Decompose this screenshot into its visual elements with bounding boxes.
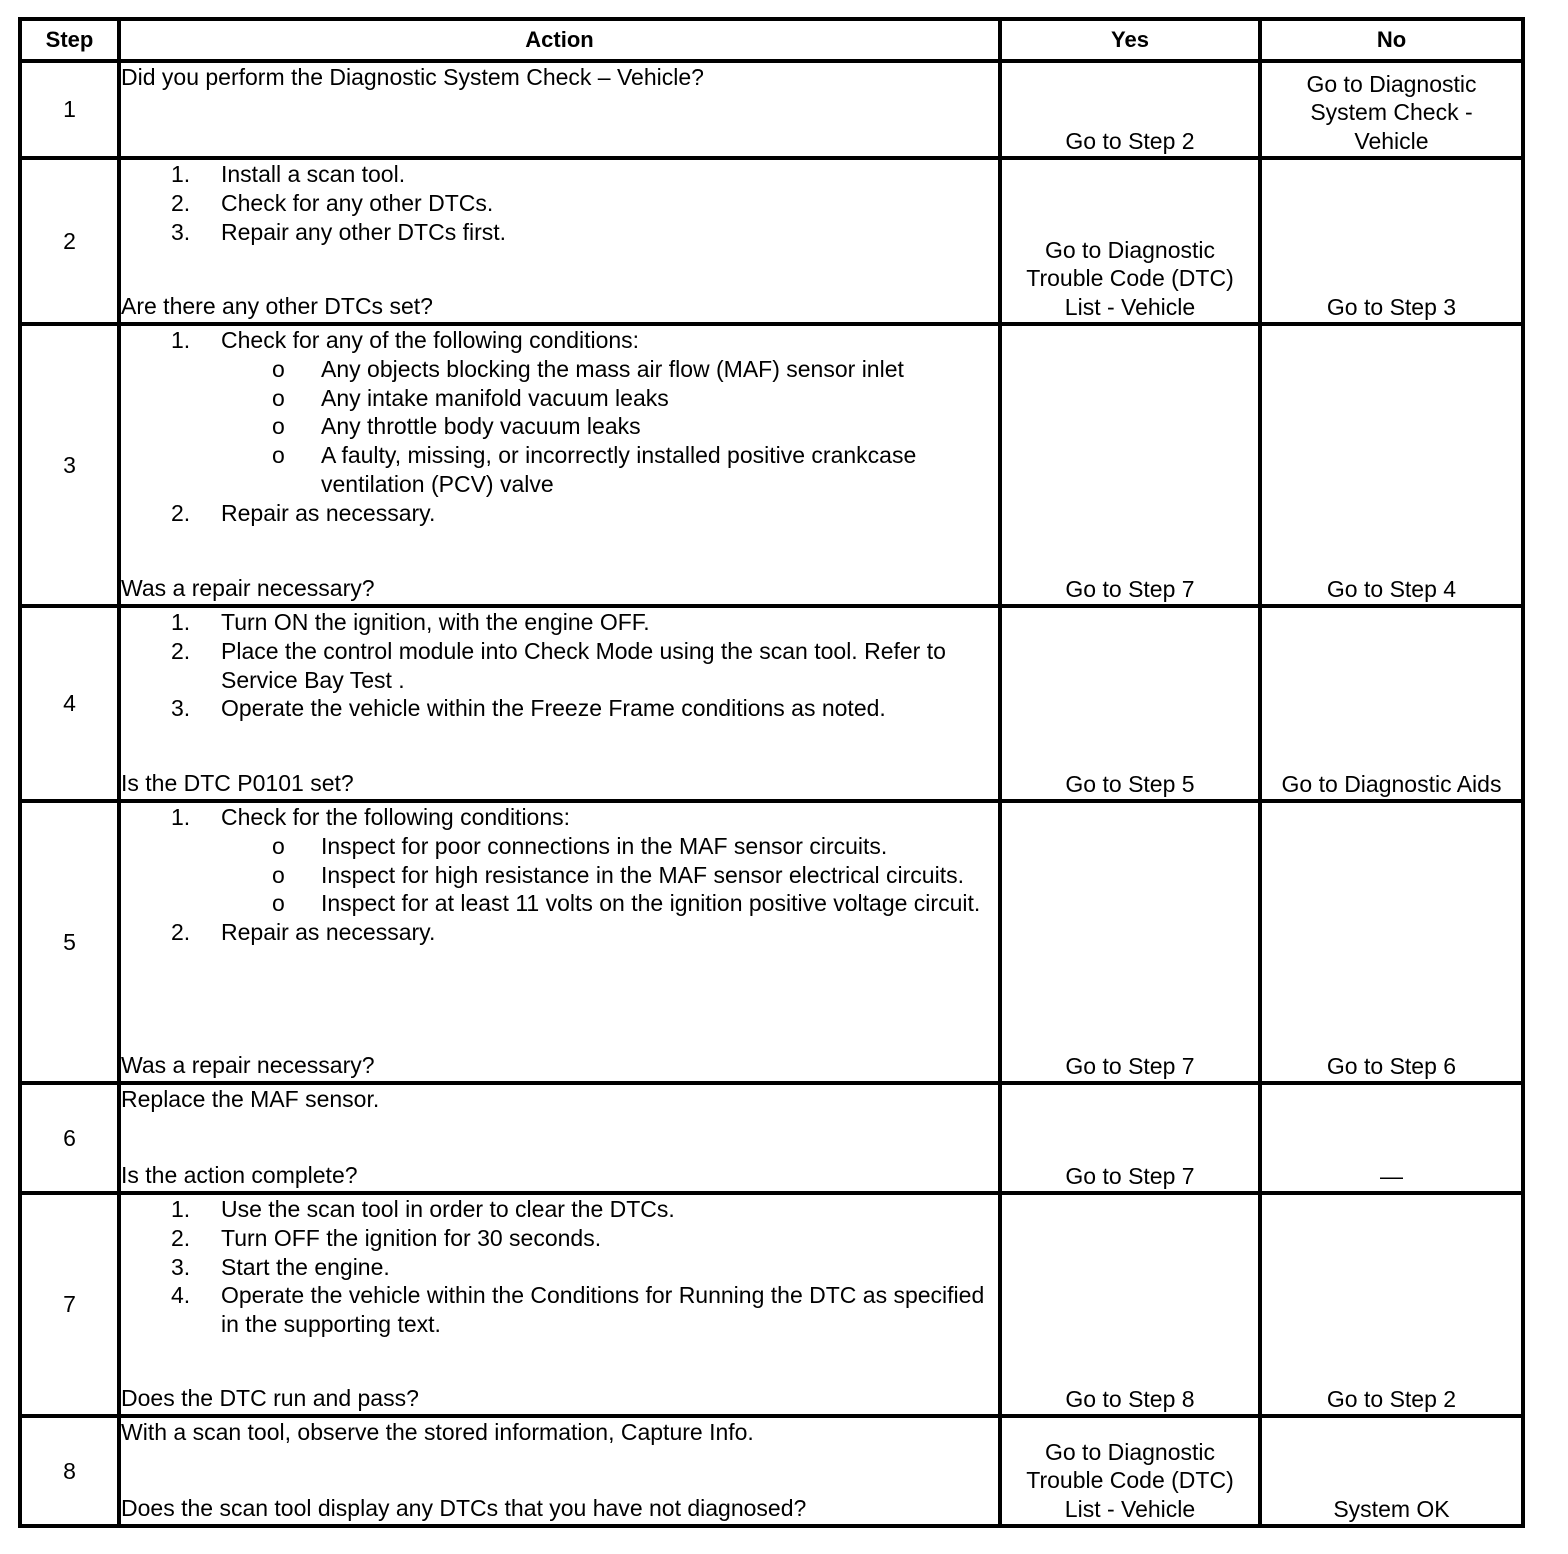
spacer — [121, 947, 998, 1051]
sub-list-item — [121, 441, 998, 499]
list-item-text: Repair any other DTCs first. — [221, 218, 507, 245]
step-number: 1 — [20, 61, 119, 158]
spacer — [121, 1447, 998, 1494]
header-row — [20, 19, 1523, 61]
yes-result-text: Go to Step 7 — [1065, 1053, 1195, 1080]
action-content — [121, 63, 998, 155]
sub-list-item — [121, 384, 998, 413]
action-intro: With a scan tool, observe the stored information, Capture Info. — [121, 1419, 754, 1445]
action-question: Is the action complete? — [121, 1162, 358, 1189]
no-result-text: Go to Step 3 — [1326, 294, 1457, 321]
list-item — [121, 1195, 998, 1224]
action-steps-list — [121, 1195, 998, 1339]
list-item-number: 4. — [171, 1282, 191, 1309]
bullet-icon: o — [272, 861, 285, 888]
action-cell — [119, 324, 1000, 606]
no-result — [1260, 1416, 1523, 1526]
list-item — [121, 218, 998, 247]
yes-result — [1000, 1416, 1260, 1526]
yes-result — [1000, 324, 1260, 606]
yes-result-text: Go to Diagnostic Trouble Code (DTC) List - Vehicle — [1026, 236, 1234, 321]
no-result — [1260, 606, 1523, 801]
list-item-text: Check for any other DTCs. — [221, 189, 494, 216]
list-item-text: Operate the vehicle within the Conditions for Running the DTC as specified in the supporting text. — [221, 1282, 985, 1338]
table-row — [20, 61, 1523, 158]
yes-result — [1000, 801, 1260, 1083]
no-result-text: System OK — [1333, 1496, 1450, 1523]
action-cell — [119, 606, 1000, 801]
header-yes: Yes — [1000, 19, 1260, 61]
spacer — [121, 92, 998, 155]
action-question: Is the DTC P0101 set? — [121, 770, 354, 797]
yes-result-text: Go to Step 7 — [1065, 576, 1195, 603]
list-item-text: Turn ON the ignition, with the engine OFF. — [221, 609, 650, 635]
list-item-text: Repair as necessary. — [221, 499, 436, 526]
yes-result — [1000, 158, 1260, 324]
list-item-text: Check for any of the following conditions: — [221, 327, 640, 353]
list-item-number: 1. — [171, 609, 191, 635]
spacer — [121, 723, 998, 769]
header-no: No — [1260, 19, 1523, 61]
no-result-text: Go to Diagnostic Aids — [1281, 771, 1502, 798]
list-item-number: 3. — [171, 218, 191, 245]
sub-list-item-text: Any throttle body vacuum leaks — [321, 413, 641, 440]
action-steps-list — [121, 608, 998, 723]
list-item-number: 1. — [171, 1196, 191, 1222]
yes-result — [1000, 1083, 1260, 1193]
list-item — [121, 1281, 998, 1339]
sub-list-item — [121, 861, 998, 890]
yes-result-text: Go to Diagnostic Trouble Code (DTC) List - Vehicle — [1026, 1438, 1234, 1523]
bullet-icon: o — [272, 890, 285, 917]
yes-result-text: Go to Step 2 — [1065, 128, 1195, 155]
action-intro: Replace the MAF sensor. — [121, 1086, 380, 1112]
action-question: Are there any other DTCs set? — [121, 293, 433, 320]
list-item — [121, 694, 998, 723]
table-body — [20, 61, 1523, 1526]
action-steps-list — [121, 803, 998, 947]
list-item-text: Turn OFF the ignition for 30 seconds. — [221, 1224, 602, 1251]
action-cell — [119, 61, 1000, 158]
list-item-text: Repair as necessary. — [221, 919, 436, 946]
table-row — [20, 324, 1523, 606]
list-item — [121, 326, 998, 355]
action-content — [121, 160, 998, 321]
list-item-text: Place the control module into Check Mode using the scan tool. Refer to Service Bay Test . — [221, 637, 946, 693]
bullet-icon: o — [272, 413, 285, 440]
step-number: 7 — [20, 1193, 119, 1416]
sub-list-item — [121, 889, 998, 918]
action-question: Does the DTC run and pass? — [121, 1385, 419, 1412]
spacer — [121, 1339, 998, 1384]
action-cell — [119, 158, 1000, 324]
list-item-number: 1. — [171, 804, 191, 830]
spacer — [121, 246, 998, 292]
list-item-number: 2. — [171, 189, 191, 216]
diagnostic-table — [18, 17, 1525, 1528]
no-result — [1260, 801, 1523, 1083]
list-item-number: 3. — [171, 695, 191, 722]
no-result-text: — — [1380, 1163, 1403, 1190]
step-number: 2 — [20, 158, 119, 324]
action-cell — [119, 1083, 1000, 1193]
list-item — [121, 189, 998, 218]
header-step: Step — [20, 19, 119, 61]
sub-list-item-text: Inspect for high resistance in the MAF sensor electrical circuits. — [321, 861, 964, 888]
sub-list-item — [121, 412, 998, 441]
table-row — [20, 1193, 1523, 1416]
list-item-number: 2. — [171, 637, 191, 664]
no-result-text: Go to Step 6 — [1326, 1053, 1457, 1080]
list-item — [121, 803, 998, 832]
no-result — [1260, 61, 1523, 158]
yes-result-text: Go to Step 7 — [1065, 1163, 1195, 1190]
table-row — [20, 1083, 1523, 1193]
table-row — [20, 158, 1523, 324]
list-item-number: 3. — [171, 1253, 191, 1280]
list-item-text: Operate the vehicle within the Freeze Frame conditions as noted. — [221, 695, 886, 722]
action-content — [121, 1195, 998, 1413]
action-question: Does the scan tool display any DTCs that you have not diagnosed? — [121, 1495, 807, 1522]
list-item — [121, 918, 998, 947]
action-question: Was a repair necessary? — [121, 1052, 375, 1079]
no-result — [1260, 1193, 1523, 1416]
table-row — [20, 1416, 1523, 1526]
step-number: 3 — [20, 324, 119, 606]
list-item — [121, 637, 998, 695]
sub-list-item-text: A faulty, missing, or incorrectly installed positive crankcase ventilation (PCV) valve — [321, 442, 917, 497]
sub-list-item-text: Inspect for at least 11 volts on the ignition positive voltage circuit. — [321, 890, 981, 917]
list-item-text: Check for the following conditions: — [221, 804, 571, 830]
list-item-number: 1. — [171, 161, 191, 187]
list-item — [121, 608, 998, 637]
step-number: 8 — [20, 1416, 119, 1526]
step-number: 6 — [20, 1083, 119, 1193]
yes-result — [1000, 606, 1260, 801]
action-content — [121, 608, 998, 798]
table-row — [20, 801, 1523, 1083]
sub-list-item — [121, 832, 998, 861]
list-item — [121, 160, 998, 189]
step-number: 5 — [20, 801, 119, 1083]
action-cell — [119, 1416, 1000, 1526]
list-item — [121, 499, 998, 528]
yes-result — [1000, 61, 1260, 158]
action-cell — [119, 801, 1000, 1083]
no-result — [1260, 1083, 1523, 1193]
bullet-icon: o — [272, 832, 285, 859]
no-result — [1260, 158, 1523, 324]
spacer — [121, 1114, 998, 1161]
yes-result — [1000, 1193, 1260, 1416]
list-item-number: 2. — [171, 1224, 191, 1251]
header-action: Action — [119, 19, 1000, 61]
action-steps-list — [121, 326, 998, 528]
list-item-text: Start the engine. — [221, 1253, 390, 1280]
sub-list-item-text: Any intake manifold vacuum leaks — [321, 384, 669, 411]
action-content — [121, 326, 998, 603]
sub-list-item-text: Any objects blocking the mass air flow (MAF) sensor inlet — [321, 355, 904, 382]
list-item — [121, 1253, 998, 1282]
list-item — [121, 1224, 998, 1253]
no-result-text: Go to Step 4 — [1326, 576, 1457, 603]
table-row — [20, 606, 1523, 801]
list-item-number: 2. — [171, 499, 191, 526]
bullet-icon: o — [272, 355, 285, 382]
step-number: 4 — [20, 606, 119, 801]
list-item-text: Use the scan tool in order to clear the DTCs. — [221, 1196, 675, 1222]
list-item-number: 2. — [171, 919, 191, 946]
action-content — [121, 1085, 998, 1190]
action-cell — [119, 1193, 1000, 1416]
sub-list-item — [121, 355, 998, 384]
action-content — [121, 803, 998, 1080]
yes-result-text: Go to Step 5 — [1065, 771, 1195, 798]
list-item-text: Install a scan tool. — [221, 161, 406, 187]
no-result-text: Go to Diagnostic System Check - Vehicle — [1306, 70, 1477, 155]
bullet-icon: o — [272, 384, 285, 411]
action-content — [121, 1418, 998, 1523]
action-intro: Did you perform the Diagnostic System Check – Vehicle? — [121, 64, 704, 90]
sub-list-item-text: Inspect for poor connections in the MAF sensor circuits. — [321, 832, 888, 859]
spacer — [121, 528, 998, 575]
action-question: Was a repair necessary? — [121, 575, 375, 602]
action-steps-list — [121, 160, 998, 246]
no-result — [1260, 324, 1523, 606]
yes-result-text: Go to Step 8 — [1065, 1386, 1195, 1413]
list-item-number: 1. — [171, 327, 191, 353]
no-result-text: Go to Step 2 — [1326, 1386, 1457, 1413]
bullet-icon: o — [272, 442, 285, 469]
